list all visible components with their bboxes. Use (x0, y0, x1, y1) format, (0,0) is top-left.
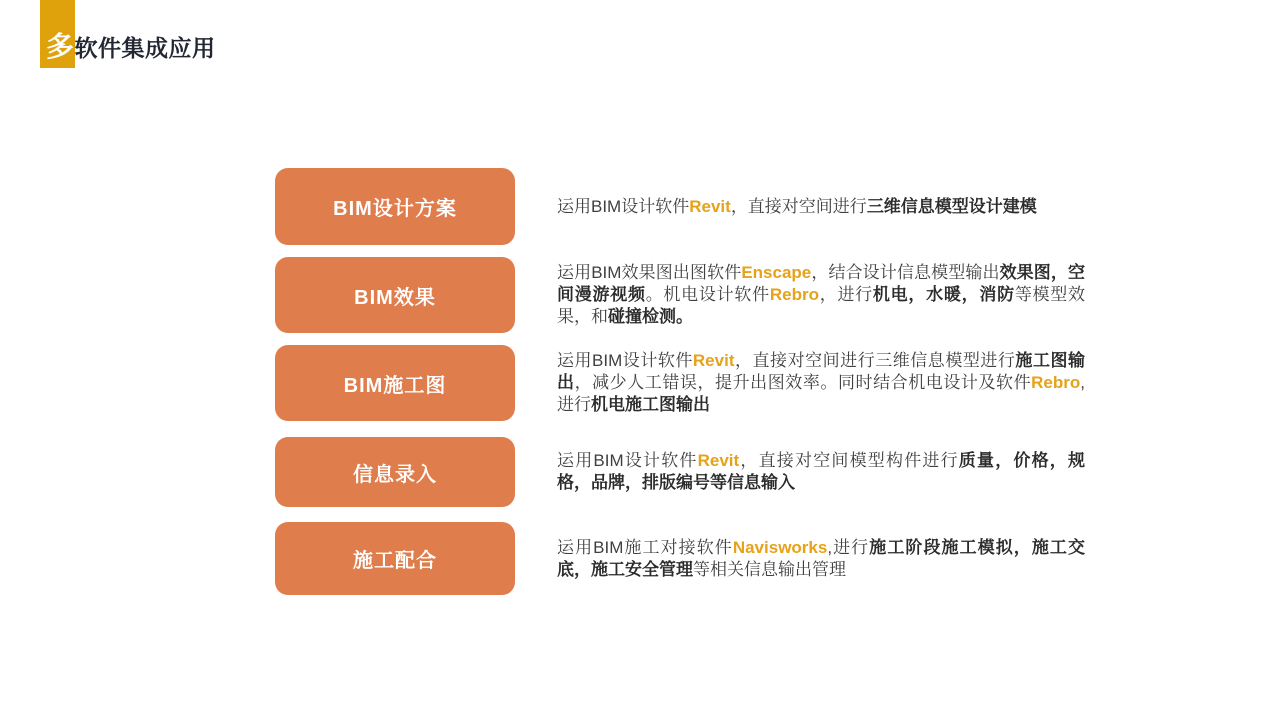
bold-text: 施工阶段施工模拟，施工交底，施工安全管理 (557, 537, 1085, 579)
bold-text: 效果图，空间漫游视频 (557, 263, 1085, 304)
category-button-label: BIM设计方案 (333, 198, 457, 220)
keyword-text: Revit (692, 351, 735, 370)
body-text: ，进行 (818, 285, 873, 304)
body-text: ，直接对空间进行三维信息模型进行 (734, 351, 1016, 370)
row-description (557, 350, 1085, 416)
category-button-label: BIM施工图 (343, 374, 447, 397)
keyword-text: Navisworks (732, 537, 828, 557)
body-text: 等相关信息输出管理 (693, 559, 846, 579)
body-text: 运用BIM设计软件 (557, 196, 690, 216)
bold-text: 三维信息模型设计建模 (866, 196, 1037, 216)
body-text: 运用BIM施工对接软件 (557, 537, 733, 557)
keyword-text: Enscape (741, 263, 812, 282)
bold-text: 机电施工图输出 (591, 395, 710, 414)
category-button[interactable] (275, 168, 515, 245)
bold-text: 机电，水暖，消防 (872, 285, 1015, 304)
body-text: ，直接对空间进行 (730, 196, 867, 216)
row-description (557, 537, 1085, 581)
row-description (557, 262, 1085, 328)
category-button[interactable] (275, 257, 515, 333)
keyword-text: Revit (689, 196, 731, 216)
category-button[interactable] (275, 522, 515, 595)
keyword-text: Rebro (769, 285, 819, 304)
keyword-text: Revit (697, 451, 740, 470)
keyword-text: Rebro (1031, 373, 1081, 392)
body-text: ,进行 (827, 537, 870, 557)
feature-row (275, 437, 1085, 507)
bold-text: 碰撞检测。 (608, 307, 693, 326)
row-description (557, 450, 1085, 494)
body-text: 运用BIM设计软件 (557, 451, 698, 470)
feature-row (275, 257, 1085, 333)
category-button[interactable] (275, 345, 515, 421)
title-accent-char: 多 (46, 31, 75, 62)
title-text: 软件集成应用 (74, 35, 216, 61)
body-text: ，减少人工错误，提升出图效率。同时结合机电设计及软件 (574, 373, 1032, 392)
category-button-label: 信息录入 (353, 463, 437, 486)
body-text: 。机电设计软件 (645, 285, 770, 304)
body-text: 等模型效果，和 (557, 285, 1086, 326)
feature-row (275, 345, 1085, 421)
category-button-label: BIM效果 (354, 286, 436, 309)
category-button[interactable] (275, 437, 515, 507)
body-text: 运用BIM设计软件 (557, 351, 693, 370)
body-text: ,进行 (557, 373, 1086, 414)
body-text: ，结合设计信息模型输出 (811, 263, 1000, 282)
bold-text: 施工图输出 (557, 351, 1085, 392)
category-button-label: 施工配合 (353, 550, 437, 572)
row-description (557, 196, 1085, 218)
body-text: 运用BIM效果图出图软件 (557, 263, 742, 282)
feature-row (275, 522, 1085, 595)
body-text: ，直接对空间模型构件进行 (739, 451, 959, 470)
feature-row (275, 168, 1085, 245)
bold-text: 质量，价格，规格，品牌，排版编号等信息输入 (557, 451, 1085, 492)
